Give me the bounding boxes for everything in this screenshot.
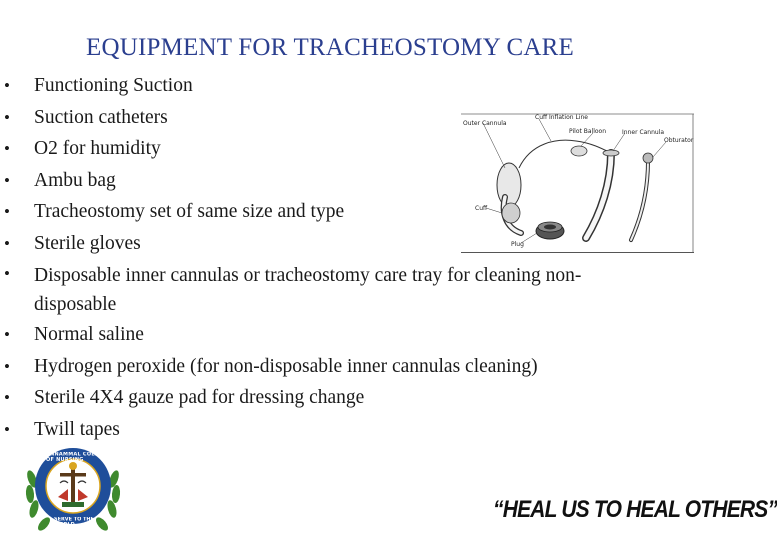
list-item: • Hydrogen peroxide (for non-disposable inner cannulas cleaning) <box>0 351 700 383</box>
label-plug: Plug <box>511 241 524 248</box>
list-item: • Ambu bag <box>0 165 700 197</box>
label-obturator: Obturator <box>664 137 694 144</box>
logo-motto: SERVE TO THE WORLD <box>54 517 94 528</box>
list-item: • Disposable inner cannulas or tracheostomy care tray for cleaning non-disposable <box>0 259 700 319</box>
tracheostomy-tube-diagram <box>461 113 694 253</box>
list-item: • O2 for humidity <box>0 133 700 165</box>
slide-title: EQUIPMENT FOR TRACHEOSTOMY CARE <box>86 34 574 61</box>
slide-motto: “HEAL US TO HEAL OTHERS” <box>493 496 777 523</box>
list-item: • Sterile gloves <box>0 228 700 260</box>
logo-college-name: ANNAMMAL COLLEGE OF NURSING <box>46 452 110 463</box>
list-item: • Suction catheters <box>0 102 700 134</box>
label-cuff: Cuff <box>475 205 488 212</box>
list-item: • Sterile 4X4 gauze pad for dressing change <box>0 382 700 414</box>
list-item: • Twill tapes <box>0 414 700 446</box>
list-item: • Normal saline <box>0 319 700 351</box>
college-logo <box>24 439 122 537</box>
label-pilot-balloon: Pilot Balloon <box>569 128 607 135</box>
list-item: • Tracheostomy set of same size and type <box>0 196 700 228</box>
label-outer-cannula: Outer Cannula <box>463 120 507 127</box>
label-inner-cannula: Inner Cannula <box>622 129 665 136</box>
label-cuff-inflation-line: Cuff Inflation Line <box>535 114 588 121</box>
list-item: • Functioning Suction <box>0 70 700 102</box>
